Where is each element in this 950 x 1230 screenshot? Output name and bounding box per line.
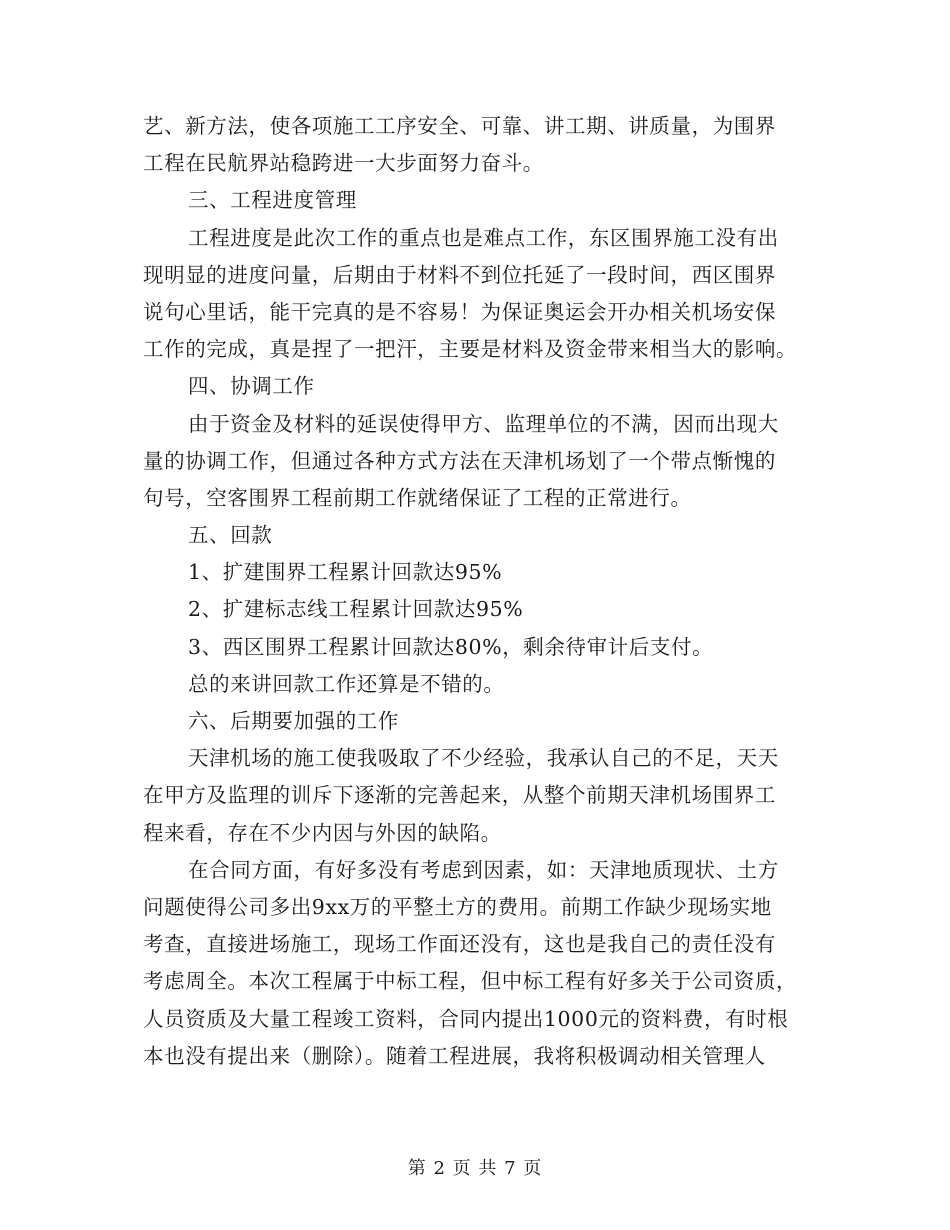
document-body [143,108,803,1075]
text-line: 五、回款 [188,523,273,548]
text-line: 工程进度是此次工作的重点也是难点工作，东区围界施工没有出 [188,225,779,250]
text-line: 天津机场的施工使我吸取了不少经验，我承认自己的不足，天天 [188,746,779,771]
text-line: 工作的完成，真是捏了一把汗，主要是材料及资金带来相当大的影响。 [143,337,798,362]
text-line: 3、西区围界工程累计回款达80%，剩余待审计后支付。 [188,634,714,659]
text-line: 2、扩建标志线工程累计回款达95% [188,597,524,622]
text-line: 人员资质及大量工程竣工资料，合同内提出1000元的资料费，有时根 [143,1006,789,1031]
text-line: 问题使得公司多出9xx万的平整土方的费用。前期工作缺少现场实地 [143,894,772,919]
text-line: 在合同方面，有好多没有考虑到因素，如：天津地质现状、土方 [188,857,779,882]
text-line: 六、后期要加强的工作 [188,709,399,733]
text-line: 考虑周全。本次工程属于中标工程，但中标工程有好多关于公司资质， [143,969,798,994]
text-line: 考查，直接进场施工，现场工作面还没有，这也是我自己的责任没有 [143,932,776,957]
text-line: 现明显的进度问量，后期由于材料不到位托延了一段时间，西区围界 [143,262,776,287]
text-line: 工程在民航界站稳跨进一大步面努力奋斗。 [143,151,544,176]
text-line: 1、扩建围界工程累计回款达95% [188,560,503,585]
text-line: 量的协调工作，但通过各种方式方法在天津机场划了一个带点惭愧的 [143,448,776,473]
text-line: 由于资金及材料的延误使得甲方、监理单位的不满，因而出现大 [188,411,779,436]
text-line: 句号，空客围界工程前期工作就绪保证了工程的正常进行。 [143,485,692,510]
text-line: 本也没有提出来（删除）。随着工程进展，我将积极调动相关管理人 [143,1043,766,1068]
text-line: 在甲方及监理的训斥下逐渐的完善起来，从整个前期天津机场围界工 [143,783,776,808]
text-line: 总的来讲回款工作还算是不错的。 [188,671,505,696]
text-line: 四、协调工作 [188,374,315,399]
text-line: 程来看，存在不少内因与外因的缺陷。 [143,820,502,845]
text-line: 说句心里话，能干完真的是不容易！为保证奥运会开办相关机场安保 [143,299,776,324]
text-line: 三、工程进度管理 [188,188,357,213]
page-number-footer: 第 2 页 共 7 页 [407,1158,543,1179]
text-line: 艺、新方法，使各项施工工序安全、可靠、讲工期、讲质量，为围界 [143,114,776,138]
